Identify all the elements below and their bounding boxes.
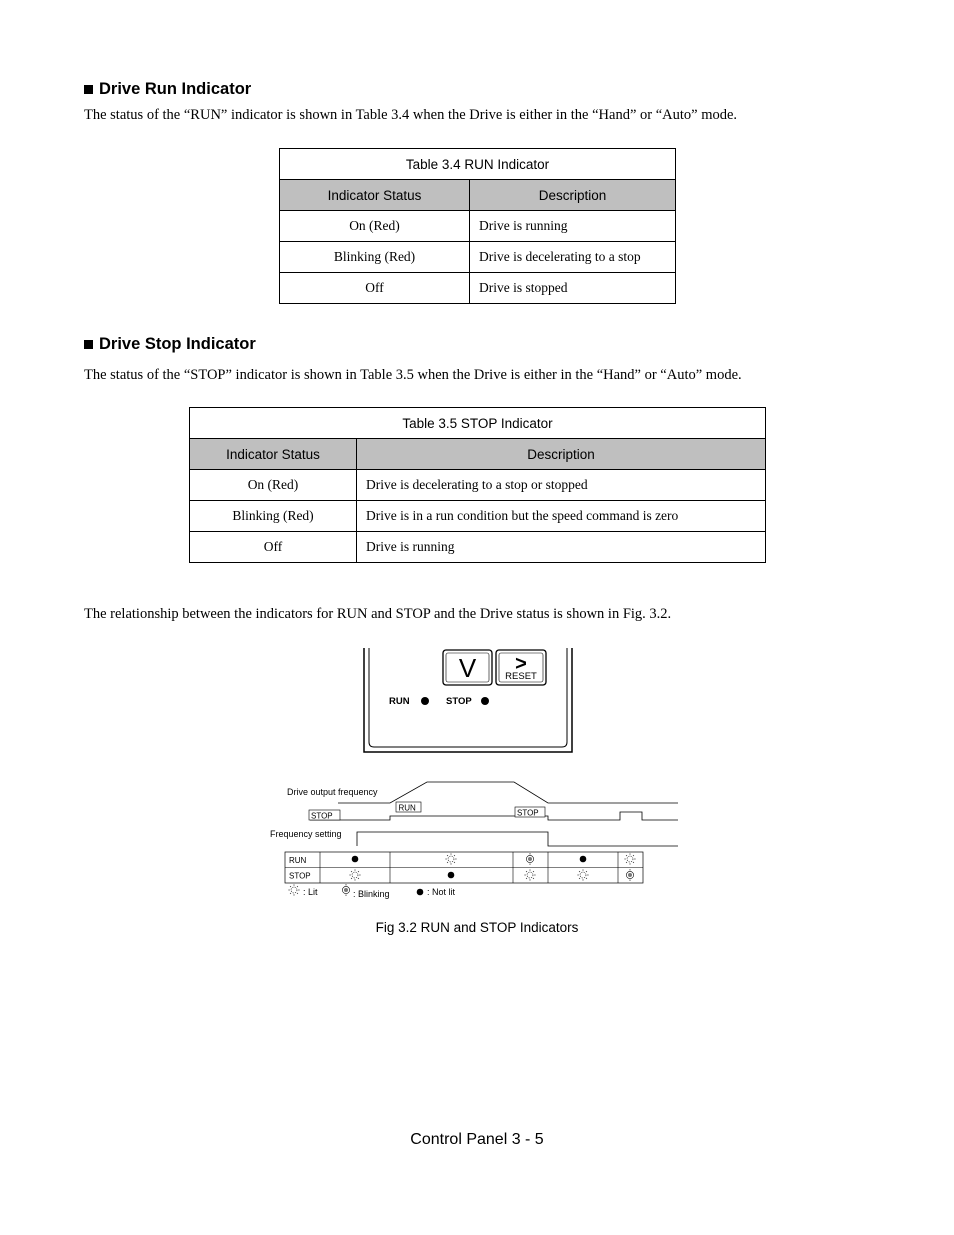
description-cell: Drive is decelerating to a stop	[470, 242, 676, 273]
lit-indicator-icon	[624, 853, 635, 864]
section-title-stop: Drive Stop Indicator	[99, 335, 256, 353]
frequency-setting-label: Frequency setting	[270, 829, 342, 839]
description-cell: Drive is stopped	[470, 273, 676, 304]
blinking-indicator-icon	[342, 884, 349, 896]
blinking-indicator-icon	[626, 869, 633, 881]
right-arrow-icon: >	[515, 653, 527, 675]
not-lit-indicator-icon	[580, 856, 587, 863]
stop-intro-text: The status of the “STOP” indicator is shown in Table 3.5 when the Drive is either in the “Hand” or “Auto” mode.	[84, 367, 742, 383]
status-cell: On (Red)	[190, 470, 357, 501]
reset-key[interactable]	[496, 650, 546, 685]
down-key[interactable]	[443, 650, 492, 685]
lit-indicator-icon	[445, 853, 456, 864]
timing-row-run-label: RUN	[289, 856, 307, 865]
lit-indicator-icon	[524, 869, 535, 880]
status-cell: Blinking (Red)	[280, 242, 470, 273]
lit-indicator-icon	[577, 869, 588, 880]
not-lit-indicator-icon	[417, 889, 424, 896]
svg-text:RUN: RUN	[398, 803, 416, 813]
column-header-status: Indicator Status	[280, 180, 470, 211]
legend-not-lit-label: : Not lit	[427, 887, 456, 897]
control-panel-illustration	[364, 648, 572, 752]
page-footer: Control Panel 3 - 5	[410, 1131, 544, 1148]
stop-command-box	[309, 810, 340, 821]
legend-lit-label: : Lit	[303, 887, 318, 897]
output-frequency-label: Drive output frequency	[287, 787, 378, 797]
status-cell: On (Red)	[280, 211, 470, 242]
run-intro-text: The status of the “RUN” indicator is shown in Table 3.4 when the Drive is either in the “Hand” or “Auto” mode.	[84, 107, 738, 123]
legend	[288, 884, 455, 899]
column-header-status: Indicator Status	[190, 439, 357, 470]
description-cell: Drive is running	[357, 532, 766, 563]
status-cell: Off	[280, 273, 470, 304]
down-arrow-icon: V	[458, 653, 477, 683]
run-led-icon	[421, 697, 429, 705]
status-cell: Blinking (Red)	[190, 501, 357, 532]
relationship-text: The relationship between the indicators for RUN and STOP and the Drive status is shown in Fig. 3.2.	[84, 606, 672, 622]
figure-caption: Fig 3.2 RUN and STOP Indicators	[375, 920, 579, 935]
section-title-run: Drive Run Indicator	[99, 80, 252, 98]
svg-text:STOP: STOP	[517, 808, 539, 818]
lit-indicator-icon	[288, 884, 299, 895]
column-header-description: Description	[357, 439, 766, 470]
description-cell: Drive is decelerating to a stop or stopped	[357, 470, 766, 501]
timing-diagram	[270, 782, 678, 899]
column-header-description: Description	[470, 180, 676, 211]
description-cell: Drive is running	[470, 211, 676, 242]
status-cell: Off	[190, 532, 357, 563]
lit-indicator-icon	[349, 869, 360, 880]
table-caption: Table 3.4 RUN Indicator	[280, 149, 676, 180]
run-command-box	[396, 802, 421, 813]
legend-blinking-label: : Blinking	[353, 889, 390, 899]
stop-command-box-2	[515, 807, 545, 818]
reset-key-label: RESET	[505, 671, 537, 682]
panel-stop-label: STOP	[446, 696, 472, 707]
svg-text:STOP: STOP	[311, 811, 333, 821]
not-lit-indicator-icon	[352, 856, 359, 863]
stop-led-icon	[481, 697, 489, 705]
blinking-indicator-icon	[526, 853, 533, 865]
panel-run-label: RUN	[389, 696, 410, 707]
not-lit-indicator-icon	[448, 872, 455, 879]
timing-row-stop-label: STOP	[289, 871, 311, 881]
description-cell: Drive is in a run condition but the speed command is zero	[357, 501, 766, 532]
table-caption: Table 3.5 STOP Indicator	[190, 408, 766, 439]
